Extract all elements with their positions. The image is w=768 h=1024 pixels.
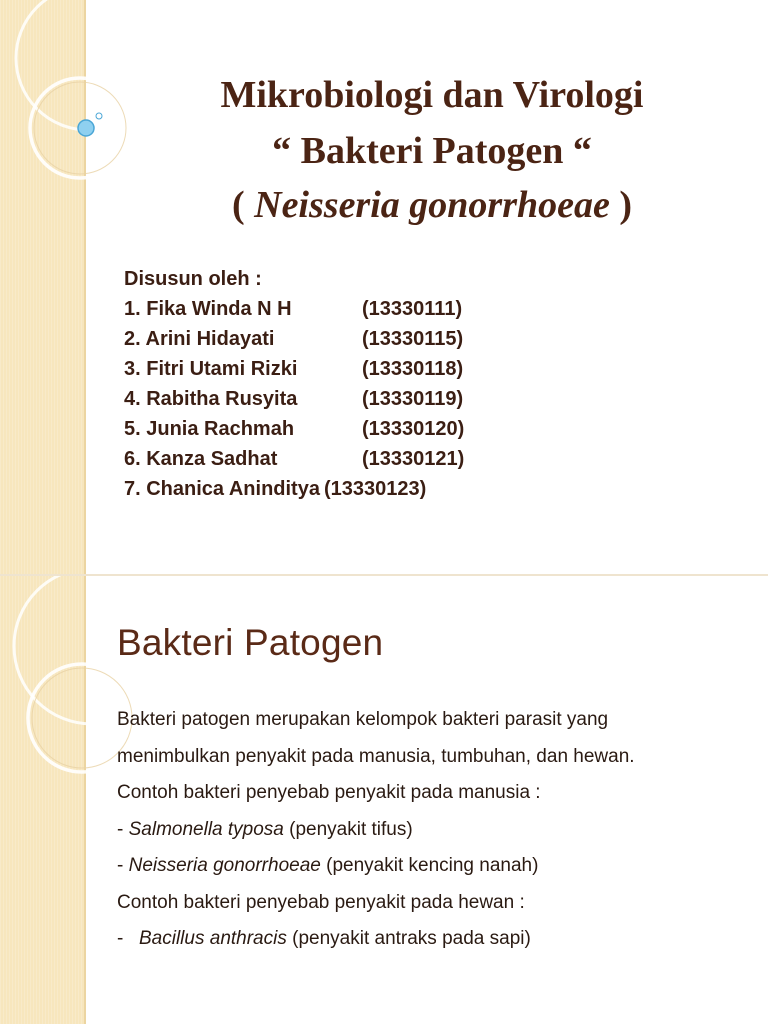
human-examples-heading: Contoh bakteri penyebab penyakit pada manusia : <box>117 782 541 803</box>
author-name: 2. Arini Hidayati <box>124 328 275 350</box>
author-row <box>124 414 464 444</box>
author-name: 1. Fika Winda N H <box>124 298 292 320</box>
title-line-3 <box>96 182 768 228</box>
example-prefix: - <box>117 818 129 840</box>
title-line-1: Mikrobiologi dan Virologi <box>220 74 644 116</box>
author-row <box>124 384 464 414</box>
author-name: 7. Chanica Aninditya <box>124 478 320 500</box>
title-species: Neisseria gonorrhoeae <box>254 184 610 226</box>
title-paren-open: ( <box>231 184 255 226</box>
example-prefix: - <box>117 928 124 949</box>
author-nim: (13330120) <box>362 418 465 440</box>
author-nim: (13330123) <box>323 478 427 500</box>
slide-title: Bakteri Patogen <box>117 622 384 663</box>
paragraph-line: Bakteri patogen merupakan kelompok bakteri parasit yang <box>117 709 609 730</box>
author-row <box>124 354 464 384</box>
animal-examples-heading: Contoh bakteri penyebab penyakit pada hewan : <box>117 891 525 913</box>
author-name: 6. Kanza Sadhat <box>124 448 278 470</box>
author-row <box>124 444 464 474</box>
example-species: Neisseria gonorrhoeae <box>128 855 321 876</box>
example-species: Salmonella typosa <box>128 818 284 840</box>
author-nim: (13330118) <box>362 358 464 380</box>
authors-heading: Disusun oleh : <box>124 268 262 290</box>
example-line <box>117 848 747 885</box>
body-text <box>117 702 747 958</box>
example-line <box>117 921 747 958</box>
author-nim: (13330115) <box>362 328 464 350</box>
title-paren-close: ) <box>609 184 633 226</box>
example-line <box>117 812 747 849</box>
example-prefix: - <box>117 855 129 876</box>
title-block <box>96 72 768 228</box>
title-line-2: “ Bakteri Patogen “ <box>272 130 592 172</box>
author-name: 5. Junia Rachmah <box>124 418 295 440</box>
example-disease: (penyakit tifus) <box>283 818 413 840</box>
author-nim: (13330119) <box>362 388 464 410</box>
author-nim: (13330121) <box>362 448 465 470</box>
example-disease: (penyakit antraks pada sapi) <box>286 928 531 949</box>
authors-list <box>124 264 464 504</box>
author-name: 4. Rabitha Rusyita <box>124 388 298 410</box>
author-name: 3. Fitri Utami Rizki <box>124 358 298 380</box>
paragraph-line: menimbulkan penyakit pada manusia, tumbuhan, dan hewan. <box>117 745 635 767</box>
author-row <box>124 324 464 354</box>
author-row <box>124 474 464 504</box>
slide-content <box>0 576 768 1024</box>
example-disease: (penyakit kencing nanah) <box>320 855 539 876</box>
bubble-dot <box>78 120 94 136</box>
author-nim: (13330111) <box>362 298 463 320</box>
author-row <box>124 294 464 324</box>
example-species: Bacillus anthracis <box>139 928 287 949</box>
